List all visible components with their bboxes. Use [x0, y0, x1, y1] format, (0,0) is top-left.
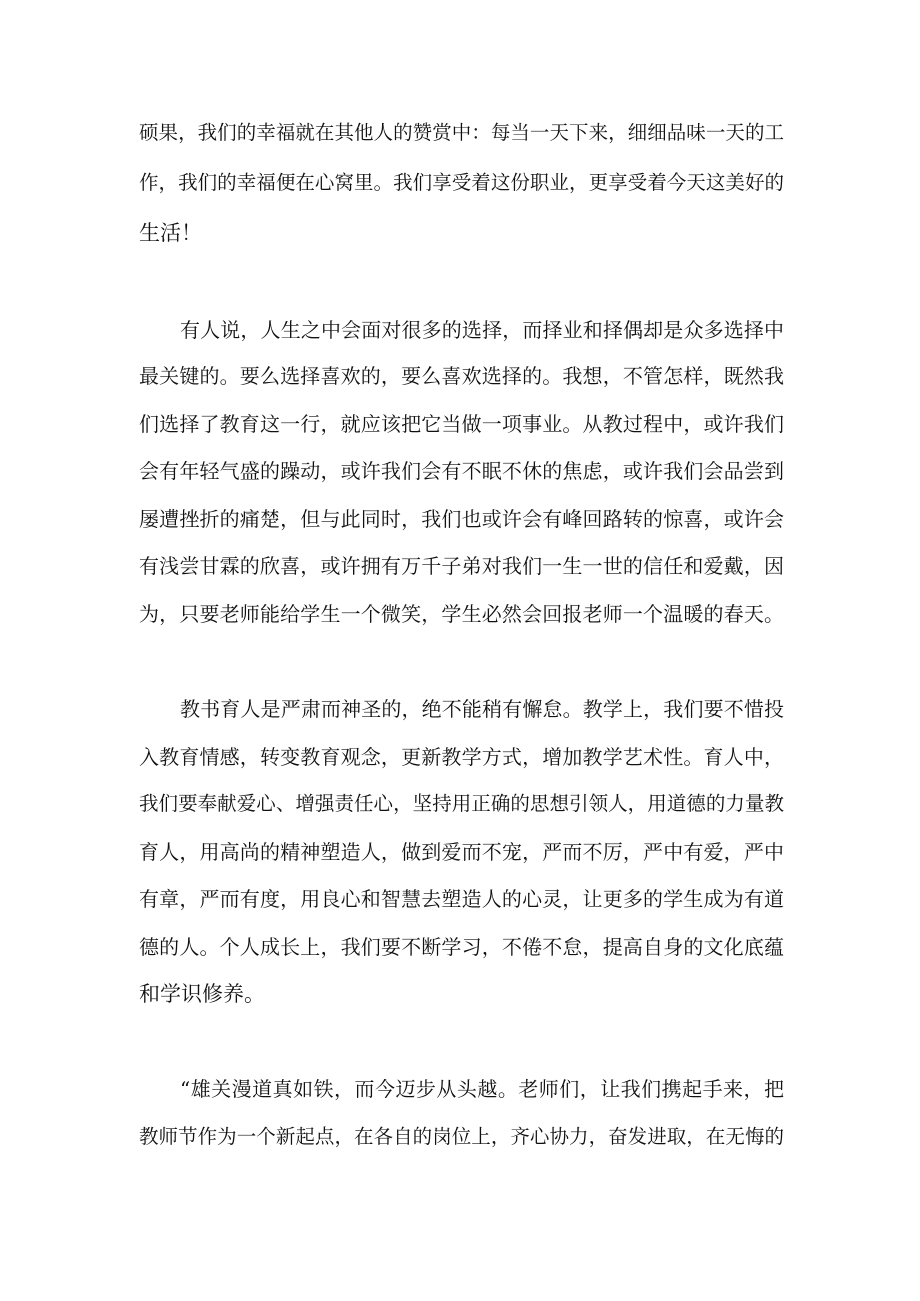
text-line: “雄关漫道真如铁，而今迈步从头越。老师们，让我们携起手来，把 [180, 1077, 784, 1101]
text-line: 屡遭挫折的痛楚，但与此同时，我们也或许会有峰回路转的惊喜，或许会 [139, 507, 784, 531]
text-line: 作，我们的幸福便在心窝里。我们享受着这份职业，更享受着今天这美好的 [139, 171, 784, 194]
text-line: 和学识修养。 [139, 982, 265, 1006]
text-line: 们选择了教育这一行，就应该把它当做一项事业。从教过程中，或许我们 [139, 412, 784, 436]
text-line: 入教育情感，转变教育观念，更新教学方式，增加教学艺术性。育人中， [139, 745, 784, 769]
text-line: 教书育人是严肃而神圣的，绝不能稍有懈怠。教学上，我们要不惜投 [180, 697, 784, 721]
text-line: 有章，严而有度，用良心和智慧去塑造人的心灵，让更多的学生成为有道 [139, 887, 784, 911]
text-line: 有人说，人生之中会面对很多的选择，而择业和择偶却是众多选择中 [180, 318, 784, 342]
text-line: 为，只要老师能给学生一个微笑，学生必然会回报老师一个温暖的春天。 [139, 602, 784, 626]
text-line: 我们要奉献爱心、增强责任心，坚持用正确的思想引领人，用道德的力量教 [139, 792, 784, 815]
text-line: 育人，用高尚的精神塑造人，做到爱而不宠，严而不厉，严中有爱，严中 [139, 840, 784, 864]
text-line: 教师节作为一个新起点，在各自的岗位上，齐心协力，奋发进取，在无悔的 [139, 1125, 784, 1148]
text-line: 会有年轻气盛的躁动，或许我们会有不眠不休的焦虑，或许我们会品尝到 [139, 459, 784, 483]
text-line: 德的人。个人成长上，我们要不断学习，不倦不怠，提高自身的文化底蕴 [139, 935, 784, 959]
text-line: 有浅尝甘霖的欣喜，或许拥有万千子弟对我们一生一世的信任和爱戴，因 [139, 554, 784, 578]
text-line: 最关键的。要么选择喜欢的，要么喜欢选择的。我想，不管怎样，既然我 [139, 364, 784, 388]
text-line: 生活！ [139, 221, 202, 245]
text-line: 硕果，我们的幸福就在其他人的赞赏中：每当一天下来，细细品味一天的工 [139, 121, 784, 144]
